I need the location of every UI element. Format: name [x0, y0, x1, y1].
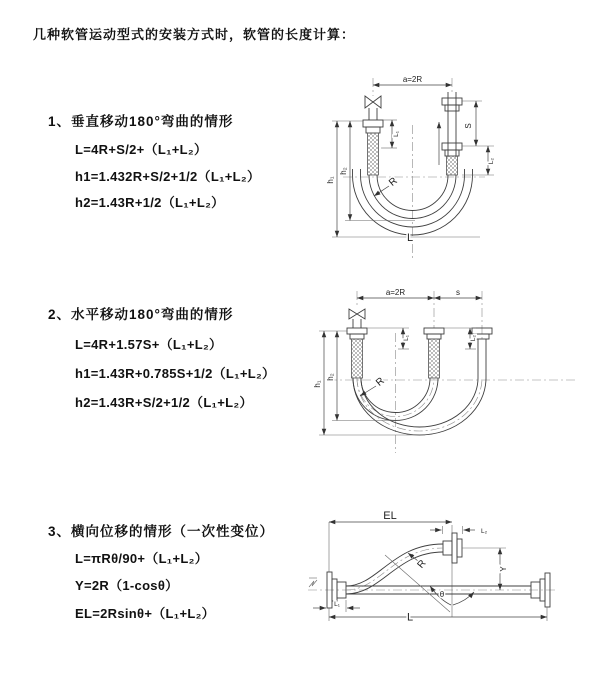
section2-formula-h1: h1=1.43R+0.785S+1/2（L₁+L₂） — [75, 366, 276, 381]
dim-fitting-right-label: L₂ — [481, 528, 488, 535]
dimension-fitting-right-L2 — [430, 526, 488, 535]
dimension-h1 — [326, 121, 480, 237]
dimension-L — [329, 607, 547, 624]
section2-heading: 2、水平移动180°弯曲的情形 — [48, 307, 234, 322]
dim-y-label: Y — [499, 566, 508, 572]
centerlines — [343, 78, 485, 260]
dimension-stroke-S — [462, 101, 494, 146]
section1-heading: 1、垂直移动180°弯曲的情形 — [48, 114, 234, 129]
radius-label: R — [374, 375, 387, 389]
section3-formula-EL: EL=2Rsinθ+（L₁+L₂） — [75, 606, 215, 621]
section2-formula-h2: h2=1.43R+S/2+1/2（L₁+L₂） — [75, 395, 253, 410]
braided-hose-section — [352, 339, 363, 378]
dimension-EL — [329, 510, 452, 617]
dim-length-label: L — [406, 611, 414, 624]
dim-fitting-right-label: L₂ — [470, 334, 477, 342]
dim-width-label: a=2R — [385, 288, 406, 297]
centerlines — [328, 291, 578, 453]
dim-h2-label: h₂ — [326, 373, 335, 381]
section1-formula-h2: h2=1.43R+1/2（L₁+L₂） — [75, 195, 225, 210]
braided-hose-section — [429, 339, 440, 378]
dim-h1-label: h₁ — [313, 380, 322, 388]
dimension-stroke-s — [434, 288, 482, 298]
upper-flange-original-position — [443, 533, 462, 563]
dimension-width-a2r — [357, 288, 434, 298]
radius-label: R — [415, 558, 429, 571]
dimension-fitting-left-L1 — [381, 120, 400, 148]
diagram-vertical-180-bend — [315, 70, 580, 265]
left-pipe-fixed-end — [347, 328, 367, 378]
section2-formula-L: L=4R+1.57S+（L₁+L₂） — [75, 337, 223, 352]
valve-icon — [365, 96, 381, 108]
dimension-fitting-left-L1 — [313, 600, 360, 612]
section3-formula-Y: Y=2R（1-cosθ） — [75, 578, 179, 593]
dim-fitting-left-label: L₁ — [334, 601, 340, 608]
diagram-lateral-displacement — [300, 500, 600, 660]
braided-hose-section — [368, 133, 379, 175]
hose-s-curve — [346, 544, 443, 594]
dim-h1-label: h₁ — [326, 176, 335, 184]
section1-formula-h1: h1=1.432R+S/2+1/2（L₁+L₂） — [75, 169, 261, 184]
braided-hose-section — [447, 156, 458, 175]
dim-fitting-left-label: L₁ — [403, 335, 410, 341]
dim-width-label: a=2R — [402, 75, 423, 84]
right-pipe-moving-end — [439, 92, 462, 175]
radius-label: R — [387, 175, 400, 189]
hose-u-bend-arcs — [353, 375, 486, 435]
angle-construction — [385, 555, 474, 612]
diagram-horizontal-180-bend — [310, 283, 600, 458]
dim-fitting-right-label: L₂ — [488, 157, 495, 165]
dimension-fitting-right-L2 — [462, 146, 495, 175]
dim-fitting-left-label: L₁ — [393, 131, 400, 137]
dim-h2-label: h₂ — [339, 167, 348, 175]
dimension-h2 — [326, 331, 400, 421]
length-label: L — [406, 232, 414, 244]
section3-heading: 3、横向位移的情形（一次性变位） — [48, 524, 275, 539]
dimension-fitting-left-L1 — [367, 328, 410, 349]
section3-formula-L: L=πRθ/90+（L₁+L₂） — [75, 551, 208, 566]
middle-pipe-original-position — [424, 328, 444, 378]
dim-stroke-label: s — [456, 288, 460, 297]
dimension-width-a2r — [373, 75, 452, 85]
left-pipe-fixed-end — [363, 108, 383, 175]
valve-icon — [349, 309, 365, 328]
angle-label: θ — [439, 590, 445, 599]
dim-stroke-label: S — [464, 123, 473, 129]
pipe-break-mark — [309, 578, 317, 587]
dimension-Y — [462, 548, 508, 590]
page-title: 几种软管运动型式的安装方式时，软管的长度计算： — [33, 27, 356, 42]
section1-formula-L: L=4R+S/2+（L₁+L₂） — [75, 142, 208, 157]
dim-el-label: EL — [383, 510, 397, 522]
radius-callout — [374, 176, 400, 196]
radius-callout — [408, 553, 429, 571]
dimension-h1 — [313, 331, 425, 435]
